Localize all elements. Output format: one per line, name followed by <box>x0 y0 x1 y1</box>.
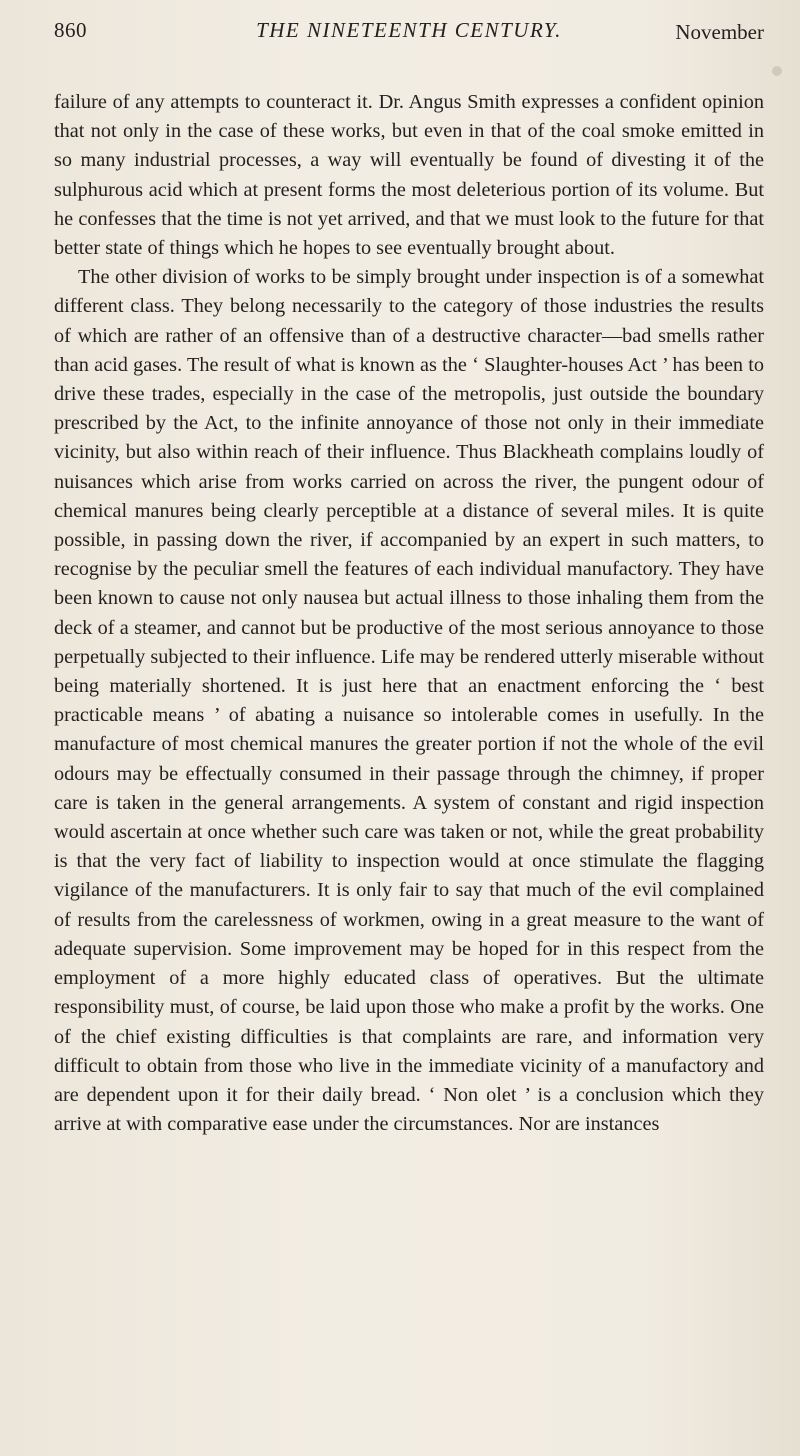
issue-month: November <box>675 20 764 44</box>
print-smudge <box>772 66 782 76</box>
paragraph-1: failure of any attempts to counteract it. Dr. Angus Smith expresses a confident opinion that not only in the case of these works, but even in that of the coal smoke emitted in so many industrial processes, a way will eventually be found of divesting it of the sulphurous acid which at present forms the most deleterious portion of its volume. But he confesses that the time is not yet arrived, and that we must look to the future for that better state of things which he hopes to see eventually brought about. <box>54 91 764 260</box>
article-body <box>54 88 764 1139</box>
page-number: 860 <box>54 18 87 42</box>
running-title: THE NINETEENTH CENTURY. <box>256 18 562 42</box>
running-header <box>54 14 764 62</box>
paragraph-2: The other division of works to be simply brought under inspection is of a somewhat different class. They belong necessarily to the category of those industries the results of which are rather of an offensive than of a destructive character—bad smells rather than acid gases. The result of what is known as the ‘ Slaughter-houses Act ’ has been to drive these trades, especially in the case of the metropolis, just outside the boundary prescribed by the Act, to the infinite annoyance of those not only in their immediate vicinity, but also within reach of their influence. Thus Blackheath complains loudly of nuisances which arise from works carried on across the river, the pungent odour of chemical manures being clearly perceptible at a distance of several miles. It is quite possible, in passing down the river, if accompanied by an expert in such matters, to recognise by the peculiar smell the features of each individual manufactory. They have been known to cause not only nausea but actual illness to those inhaling them from the deck of a steamer, and cannot but be productive of the most serious annoyance to those perpetually subjected to their influence. Life may be rendered utterly miserable without being materially shortened. It is just here that an enactment enforcing the ‘ best practicable means ’ of abating a nuisance so intolerable comes in usefully. In the manufacture of most chemical manures the greater portion if not the whole of the evil odours may be effectually consumed in their passage through the chimney, if proper care is taken in the general arrangements. A system of constant and rigid inspection would ascertain at once whether such care was taken or not, while the great probability is that the very fact of liability to inspection would at once stimulate the flagging vigilance of the manufacturers. It is only fair to say that much of the evil complained of results from the carelessness of workmen, owing in a great measure to the want of adequate supervision. Some improvement may be hoped for in this respect from the employment of a more highly educated class of operatives. But the ultimate responsibility must, of course, be laid upon those who make a profit by the works. One of the chief existing difficulties is that complaints are rare, and information very difficult to obtain from those who live in the immediate vicinity of a manufactory and are dependent upon it for their daily bread. ‘ Non olet ’ is a conclusion which they arrive at with comparative ease under the circumstances. Nor are instances <box>54 266 764 1136</box>
